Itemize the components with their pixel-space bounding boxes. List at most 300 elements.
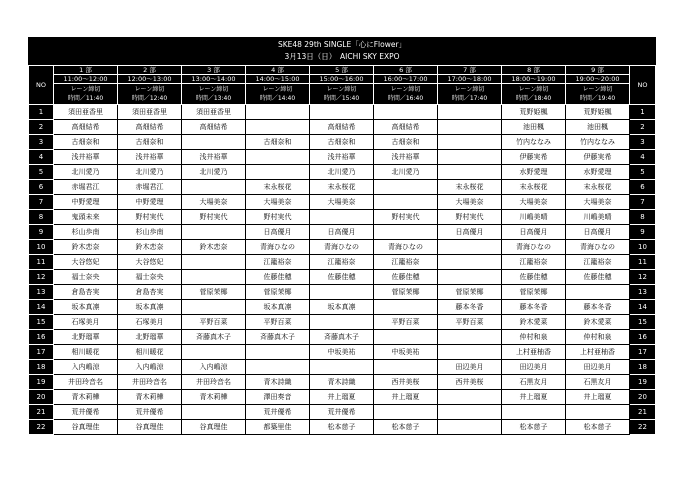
member-cell: 川嶋美晴: [502, 210, 566, 225]
row-number-right: 18: [630, 360, 656, 375]
member-cell: [438, 150, 502, 165]
member-cell: 須田亜香里: [118, 105, 182, 120]
member-cell: 高畑結希: [310, 120, 374, 135]
member-cell: 井田玲音名: [118, 375, 182, 390]
member-cell: 末永桜花: [310, 180, 374, 195]
row-number-right: 7: [630, 195, 656, 210]
member-cell: 松本慈子: [566, 420, 630, 435]
member-cell: 浅井裕華: [374, 150, 438, 165]
table-row: [29, 345, 656, 360]
member-cell: 高畑結希: [374, 120, 438, 135]
part-time: 19:00～20:00: [566, 75, 630, 84]
member-cell: 中坂美祐: [310, 345, 374, 360]
member-cell: [374, 225, 438, 240]
row-number-left: 22: [29, 420, 54, 435]
row-number-left: 11: [29, 255, 54, 270]
row-number-right: 19: [630, 375, 656, 390]
member-cell: 野村実代: [374, 210, 438, 225]
part-time: 17:00～18:00: [438, 75, 502, 84]
part-name: 3 部: [182, 66, 246, 75]
member-cell: 上村亜柚香: [502, 345, 566, 360]
member-cell: 菅原茉椰: [182, 285, 246, 300]
member-cell: 北野瑠華: [54, 330, 118, 345]
member-cell: 古畑奈和: [54, 135, 118, 150]
member-cell: 荒野姫楓: [502, 105, 566, 120]
member-cell: [374, 180, 438, 195]
table-row: [29, 285, 656, 300]
member-cell: 田辺美月: [502, 360, 566, 375]
row-number-left: 10: [29, 240, 54, 255]
member-cell: 青木莉樺: [182, 390, 246, 405]
member-cell: 大場美奈: [438, 195, 502, 210]
table-row: [29, 420, 656, 435]
member-cell: [438, 405, 502, 420]
row-number-left: 6: [29, 180, 54, 195]
row-number-left: 1: [29, 105, 54, 120]
member-cell: 鈴木愛菜: [566, 315, 630, 330]
no-header-right: NO: [630, 66, 656, 105]
member-cell: 竹内ななみ: [566, 135, 630, 150]
member-cell: 大場美奈: [246, 195, 310, 210]
lane-close-cell: [246, 84, 310, 105]
member-cell: 藤本冬香: [502, 300, 566, 315]
lane-close-cell: [54, 84, 118, 105]
member-cell: [310, 360, 374, 375]
table-row: [29, 375, 656, 390]
member-cell: 平野百菜: [438, 315, 502, 330]
member-cell: 石黒友月: [502, 375, 566, 390]
member-cell: 斉藤真木子: [246, 330, 310, 345]
member-cell: 日高優月: [310, 225, 374, 240]
member-cell: 青木莉樺: [118, 390, 182, 405]
member-cell: 松本慈子: [502, 420, 566, 435]
member-cell: 井上瑠夏: [310, 390, 374, 405]
member-cell: 相川暖花: [54, 345, 118, 360]
member-cell: 石塚美月: [54, 315, 118, 330]
member-cell: 青海ひなの: [374, 240, 438, 255]
member-cell: 高畑結希: [182, 120, 246, 135]
lane-close-time: 時間／12:40: [131, 95, 168, 102]
member-cell: [182, 255, 246, 270]
lane-close-label: レーン締切: [518, 86, 549, 93]
no-header-left: NO: [29, 66, 54, 105]
member-cell: 日高優月: [246, 225, 310, 240]
member-cell: 藤本冬香: [566, 300, 630, 315]
row-number-left: 12: [29, 270, 54, 285]
member-cell: 斉藤真木子: [310, 330, 374, 345]
lane-close-label: レーン締切: [134, 86, 165, 93]
table-row: [29, 105, 656, 120]
event-date-venue: 3月13日（日） AICHI SKY EXPO: [284, 52, 400, 61]
part-time: 13:00～14:00: [182, 75, 246, 84]
member-cell: 須田亜香里: [182, 105, 246, 120]
member-cell: 菅原茉椰: [438, 285, 502, 300]
member-cell: [502, 405, 566, 420]
member-cell: 古畑奈和: [118, 135, 182, 150]
member-cell: 末永桜花: [566, 180, 630, 195]
member-cell: 伊藤実希: [502, 150, 566, 165]
member-cell: 菅原茉椰: [374, 285, 438, 300]
part-time: 12:00～13:00: [118, 75, 182, 84]
member-cell: 野村実代: [246, 210, 310, 225]
member-cell: 末永桜花: [502, 180, 566, 195]
row-number-left: 8: [29, 210, 54, 225]
row-number-right: 20: [630, 390, 656, 405]
member-cell: 田辺美月: [566, 360, 630, 375]
member-cell: 相川暖花: [118, 345, 182, 360]
table-row: [29, 300, 656, 315]
table-row: [29, 135, 656, 150]
table-row: [29, 195, 656, 210]
part-name: 1 部: [54, 66, 118, 75]
member-cell: 川嶋美晴: [566, 210, 630, 225]
member-cell: [182, 225, 246, 240]
member-cell: 野村実代: [182, 210, 246, 225]
row-number-right: 1: [630, 105, 656, 120]
lane-close-time: 時間／16:40: [387, 95, 424, 102]
member-cell: [374, 360, 438, 375]
member-cell: 中野愛理: [54, 195, 118, 210]
member-cell: 古畑奈和: [310, 135, 374, 150]
member-cell: 伊藤実希: [566, 150, 630, 165]
member-cell: 井上瑠夏: [566, 390, 630, 405]
member-cell: 浅井裕華: [182, 150, 246, 165]
part-name: 8 部: [502, 66, 566, 75]
member-cell: 上村亜柚香: [566, 345, 630, 360]
lane-close-cell: [502, 84, 566, 105]
row-number-right: 10: [630, 240, 656, 255]
member-cell: 佐藤佳穂: [502, 270, 566, 285]
member-cell: [438, 240, 502, 255]
member-cell: 倉島杏実: [54, 285, 118, 300]
member-cell: [438, 270, 502, 285]
member-cell: [438, 330, 502, 345]
member-cell: 池田楓: [502, 120, 566, 135]
member-cell: 古畑奈和: [374, 135, 438, 150]
lane-close-label: レーン締切: [198, 86, 229, 93]
member-cell: [310, 315, 374, 330]
member-cell: 大場美奈: [182, 195, 246, 210]
member-cell: 江籠裕奈: [310, 255, 374, 270]
member-cell: [374, 300, 438, 315]
member-cell: 浅井裕華: [118, 150, 182, 165]
member-cell: [438, 120, 502, 135]
row-number-left: 21: [29, 405, 54, 420]
member-cell: 末永桜花: [438, 180, 502, 195]
row-number-left: 18: [29, 360, 54, 375]
member-cell: 池田楓: [566, 120, 630, 135]
table-row: [29, 120, 656, 135]
lane-close-label: レーン締切: [326, 86, 357, 93]
member-cell: 荒野姫楓: [566, 105, 630, 120]
member-cell: [246, 345, 310, 360]
member-cell: 青海ひなの: [502, 240, 566, 255]
member-cell: 仲村和泉: [502, 330, 566, 345]
member-cell: 青海ひなの: [310, 240, 374, 255]
member-cell: 松本慈子: [374, 420, 438, 435]
member-cell: [438, 420, 502, 435]
member-cell: 石黒友月: [566, 375, 630, 390]
member-cell: 赤堀君江: [54, 180, 118, 195]
row-number-left: 13: [29, 285, 54, 300]
row-number-right: 3: [630, 135, 656, 150]
member-cell: [438, 105, 502, 120]
member-cell: 杉山歩南: [118, 225, 182, 240]
row-number-left: 17: [29, 345, 54, 360]
member-cell: 中坂美祐: [374, 345, 438, 360]
member-cell: 大場美奈: [310, 195, 374, 210]
table-row: [29, 180, 656, 195]
member-cell: [246, 150, 310, 165]
member-cell: [182, 405, 246, 420]
member-cell: 鈴木恋奈: [118, 240, 182, 255]
member-cell: 鬼頭未来: [54, 210, 118, 225]
member-cell: [246, 360, 310, 375]
member-cell: 荒井優希: [246, 405, 310, 420]
lane-close-time: 時間／13:40: [195, 95, 232, 102]
part-time: 11:00～12:00: [54, 75, 118, 84]
member-cell: 北野瑠華: [118, 330, 182, 345]
member-cell: 北川愛乃: [374, 165, 438, 180]
table-row: [29, 315, 656, 330]
row-number-right: 5: [630, 165, 656, 180]
member-cell: [246, 105, 310, 120]
member-cell: 井上瑠夏: [374, 390, 438, 405]
member-cell: 入内嶋涼: [118, 360, 182, 375]
row-number-left: 16: [29, 330, 54, 345]
member-cell: [438, 255, 502, 270]
row-number-left: 3: [29, 135, 54, 150]
member-cell: 江籠裕奈: [566, 255, 630, 270]
member-cell: [310, 210, 374, 225]
member-cell: [374, 105, 438, 120]
row-number-left: 7: [29, 195, 54, 210]
member-cell: 北川愛乃: [182, 165, 246, 180]
member-cell: [374, 405, 438, 420]
member-cell: [438, 165, 502, 180]
part-name: 6 部: [374, 66, 438, 75]
member-cell: 鈴木恋奈: [182, 240, 246, 255]
member-cell: 佐藤佳穂: [566, 270, 630, 285]
member-cell: 江籠裕奈: [246, 255, 310, 270]
member-cell: 浅井裕華: [310, 150, 374, 165]
row-number-right: 4: [630, 150, 656, 165]
part-name: 2 部: [118, 66, 182, 75]
member-cell: 谷真理佳: [182, 420, 246, 435]
member-cell: 坂本真凛: [118, 300, 182, 315]
member-cell: 平野百菜: [246, 315, 310, 330]
member-cell: 田辺美月: [438, 360, 502, 375]
row-number-right: 22: [630, 420, 656, 435]
member-cell: 水野愛理: [566, 165, 630, 180]
member-cell: [438, 135, 502, 150]
member-cell: [310, 105, 374, 120]
member-cell: 荒井優希: [118, 405, 182, 420]
member-cell: [374, 330, 438, 345]
member-cell: 末永桜花: [246, 180, 310, 195]
row-number-left: 20: [29, 390, 54, 405]
part-time: 14:00～15:00: [246, 75, 310, 84]
member-cell: [246, 165, 310, 180]
member-cell: 江籠裕奈: [502, 255, 566, 270]
member-cell: 入内嶋涼: [182, 360, 246, 375]
row-number-left: 19: [29, 375, 54, 390]
member-cell: 西井美桜: [374, 375, 438, 390]
lane-close-time: 時間／15:40: [323, 95, 360, 102]
member-cell: 入内嶋涼: [54, 360, 118, 375]
member-cell: 青木詩織: [310, 375, 374, 390]
row-number-right: 21: [630, 405, 656, 420]
part-time: 18:00～19:00: [502, 75, 566, 84]
row-number-right: 17: [630, 345, 656, 360]
member-cell: [438, 390, 502, 405]
table-row: [29, 255, 656, 270]
member-cell: 福士奈央: [54, 270, 118, 285]
row-number-right: 12: [630, 270, 656, 285]
title-block: [28, 37, 656, 65]
member-cell: 竹内ななみ: [502, 135, 566, 150]
lane-close-cell: [310, 84, 374, 105]
schedule-table: [28, 65, 656, 435]
member-cell: 浅井裕華: [54, 150, 118, 165]
lane-close-time: 時間／19:40: [579, 95, 616, 102]
part-time: 15:00～16:00: [310, 75, 374, 84]
member-cell: 北川愛乃: [310, 165, 374, 180]
table-row: [29, 210, 656, 225]
table-row: [29, 165, 656, 180]
member-cell: 福士奈央: [118, 270, 182, 285]
member-cell: 大場美奈: [566, 195, 630, 210]
row-number-left: 4: [29, 150, 54, 165]
lane-close-time: 時間／17:40: [451, 95, 488, 102]
part-name: 7 部: [438, 66, 502, 75]
member-cell: 野村実代: [438, 210, 502, 225]
member-cell: 鈴木恋奈: [54, 240, 118, 255]
event-title: SKE48 29th SINGLE「心にFlower」: [277, 40, 407, 49]
member-cell: 都築里佳: [246, 420, 310, 435]
member-cell: 澤田奏音: [246, 390, 310, 405]
row-number-right: 6: [630, 180, 656, 195]
member-cell: 赤堀君江: [118, 180, 182, 195]
row-number-right: 15: [630, 315, 656, 330]
lane-close-time: 時間／14:40: [259, 95, 296, 102]
row-number-left: 15: [29, 315, 54, 330]
row-number-left: 5: [29, 165, 54, 180]
member-cell: 石塚美月: [118, 315, 182, 330]
member-cell: 青木詩織: [246, 375, 310, 390]
member-cell: 青海ひなの: [246, 240, 310, 255]
handshake-schedule-sheet: [28, 37, 656, 435]
member-cell: 江籠裕奈: [374, 255, 438, 270]
member-cell: 藤本冬香: [438, 300, 502, 315]
table-row: [29, 330, 656, 345]
table-row: [29, 270, 656, 285]
member-cell: 荒井優希: [54, 405, 118, 420]
lane-close-label: レーン締切: [454, 86, 485, 93]
member-cell: [566, 405, 630, 420]
member-cell: 井田玲音名: [54, 375, 118, 390]
table-row: [29, 225, 656, 240]
member-cell: 菅原茉椰: [246, 285, 310, 300]
member-cell: 北川愛乃: [54, 165, 118, 180]
member-cell: [182, 135, 246, 150]
row-number-left: 2: [29, 120, 54, 135]
member-cell: 佐藤佳穂: [246, 270, 310, 285]
member-cell: [182, 300, 246, 315]
table-row: [29, 390, 656, 405]
member-cell: 中野愛理: [118, 195, 182, 210]
lane-close-label: レーン締切: [70, 86, 101, 93]
member-cell: 高畑結希: [118, 120, 182, 135]
part-name: 9 部: [566, 66, 630, 75]
member-cell: 古畑奈和: [246, 135, 310, 150]
table-row: [29, 405, 656, 420]
member-cell: 菅原茉椰: [502, 285, 566, 300]
member-cell: 坂本真凛: [310, 300, 374, 315]
member-cell: 西井美桜: [438, 375, 502, 390]
member-cell: [374, 195, 438, 210]
row-number-right: 8: [630, 210, 656, 225]
member-cell: [310, 285, 374, 300]
row-number-left: 14: [29, 300, 54, 315]
lane-close-cell: [374, 84, 438, 105]
member-cell: 佐藤佳穂: [310, 270, 374, 285]
member-cell: 日高優月: [438, 225, 502, 240]
member-cell: [438, 345, 502, 360]
member-cell: 坂本真凛: [246, 300, 310, 315]
member-cell: 佐藤佳穂: [374, 270, 438, 285]
lane-close-time: 時間／11:40: [67, 95, 104, 102]
part-time: 16:00～17:00: [374, 75, 438, 84]
member-cell: 大谷悠妃: [54, 255, 118, 270]
row-number-left: 9: [29, 225, 54, 240]
member-cell: 鈴木愛菜: [502, 315, 566, 330]
member-cell: 仲村和泉: [566, 330, 630, 345]
row-number-right: 13: [630, 285, 656, 300]
member-cell: 井上瑠夏: [502, 390, 566, 405]
row-number-right: 14: [630, 300, 656, 315]
lane-close-label: レーン締切: [582, 86, 613, 93]
part-name: 5 部: [310, 66, 374, 75]
member-cell: 青海ひなの: [566, 240, 630, 255]
member-cell: 斉藤真木子: [182, 330, 246, 345]
member-cell: [246, 120, 310, 135]
member-cell: 日高優月: [502, 225, 566, 240]
member-cell: 青木莉樺: [54, 390, 118, 405]
table-row: [29, 240, 656, 255]
member-cell: 高畑結希: [54, 120, 118, 135]
member-cell: 松本慈子: [310, 420, 374, 435]
member-cell: 野村実代: [118, 210, 182, 225]
table-row: [29, 360, 656, 375]
member-cell: 北川愛乃: [118, 165, 182, 180]
member-cell: 大場美奈: [502, 195, 566, 210]
member-cell: 須田亜香里: [54, 105, 118, 120]
member-cell: 日高優月: [566, 225, 630, 240]
member-cell: 井田玲音名: [182, 375, 246, 390]
row-number-right: 16: [630, 330, 656, 345]
row-number-right: 2: [630, 120, 656, 135]
member-cell: [182, 270, 246, 285]
member-cell: 大谷悠妃: [118, 255, 182, 270]
member-cell: 谷真理佳: [118, 420, 182, 435]
lane-close-cell: [182, 84, 246, 105]
part-name: 4 部: [246, 66, 310, 75]
lane-close-label: レーン締切: [390, 86, 421, 93]
member-cell: [566, 285, 630, 300]
lane-close-cell: [118, 84, 182, 105]
table-row: [29, 150, 656, 165]
